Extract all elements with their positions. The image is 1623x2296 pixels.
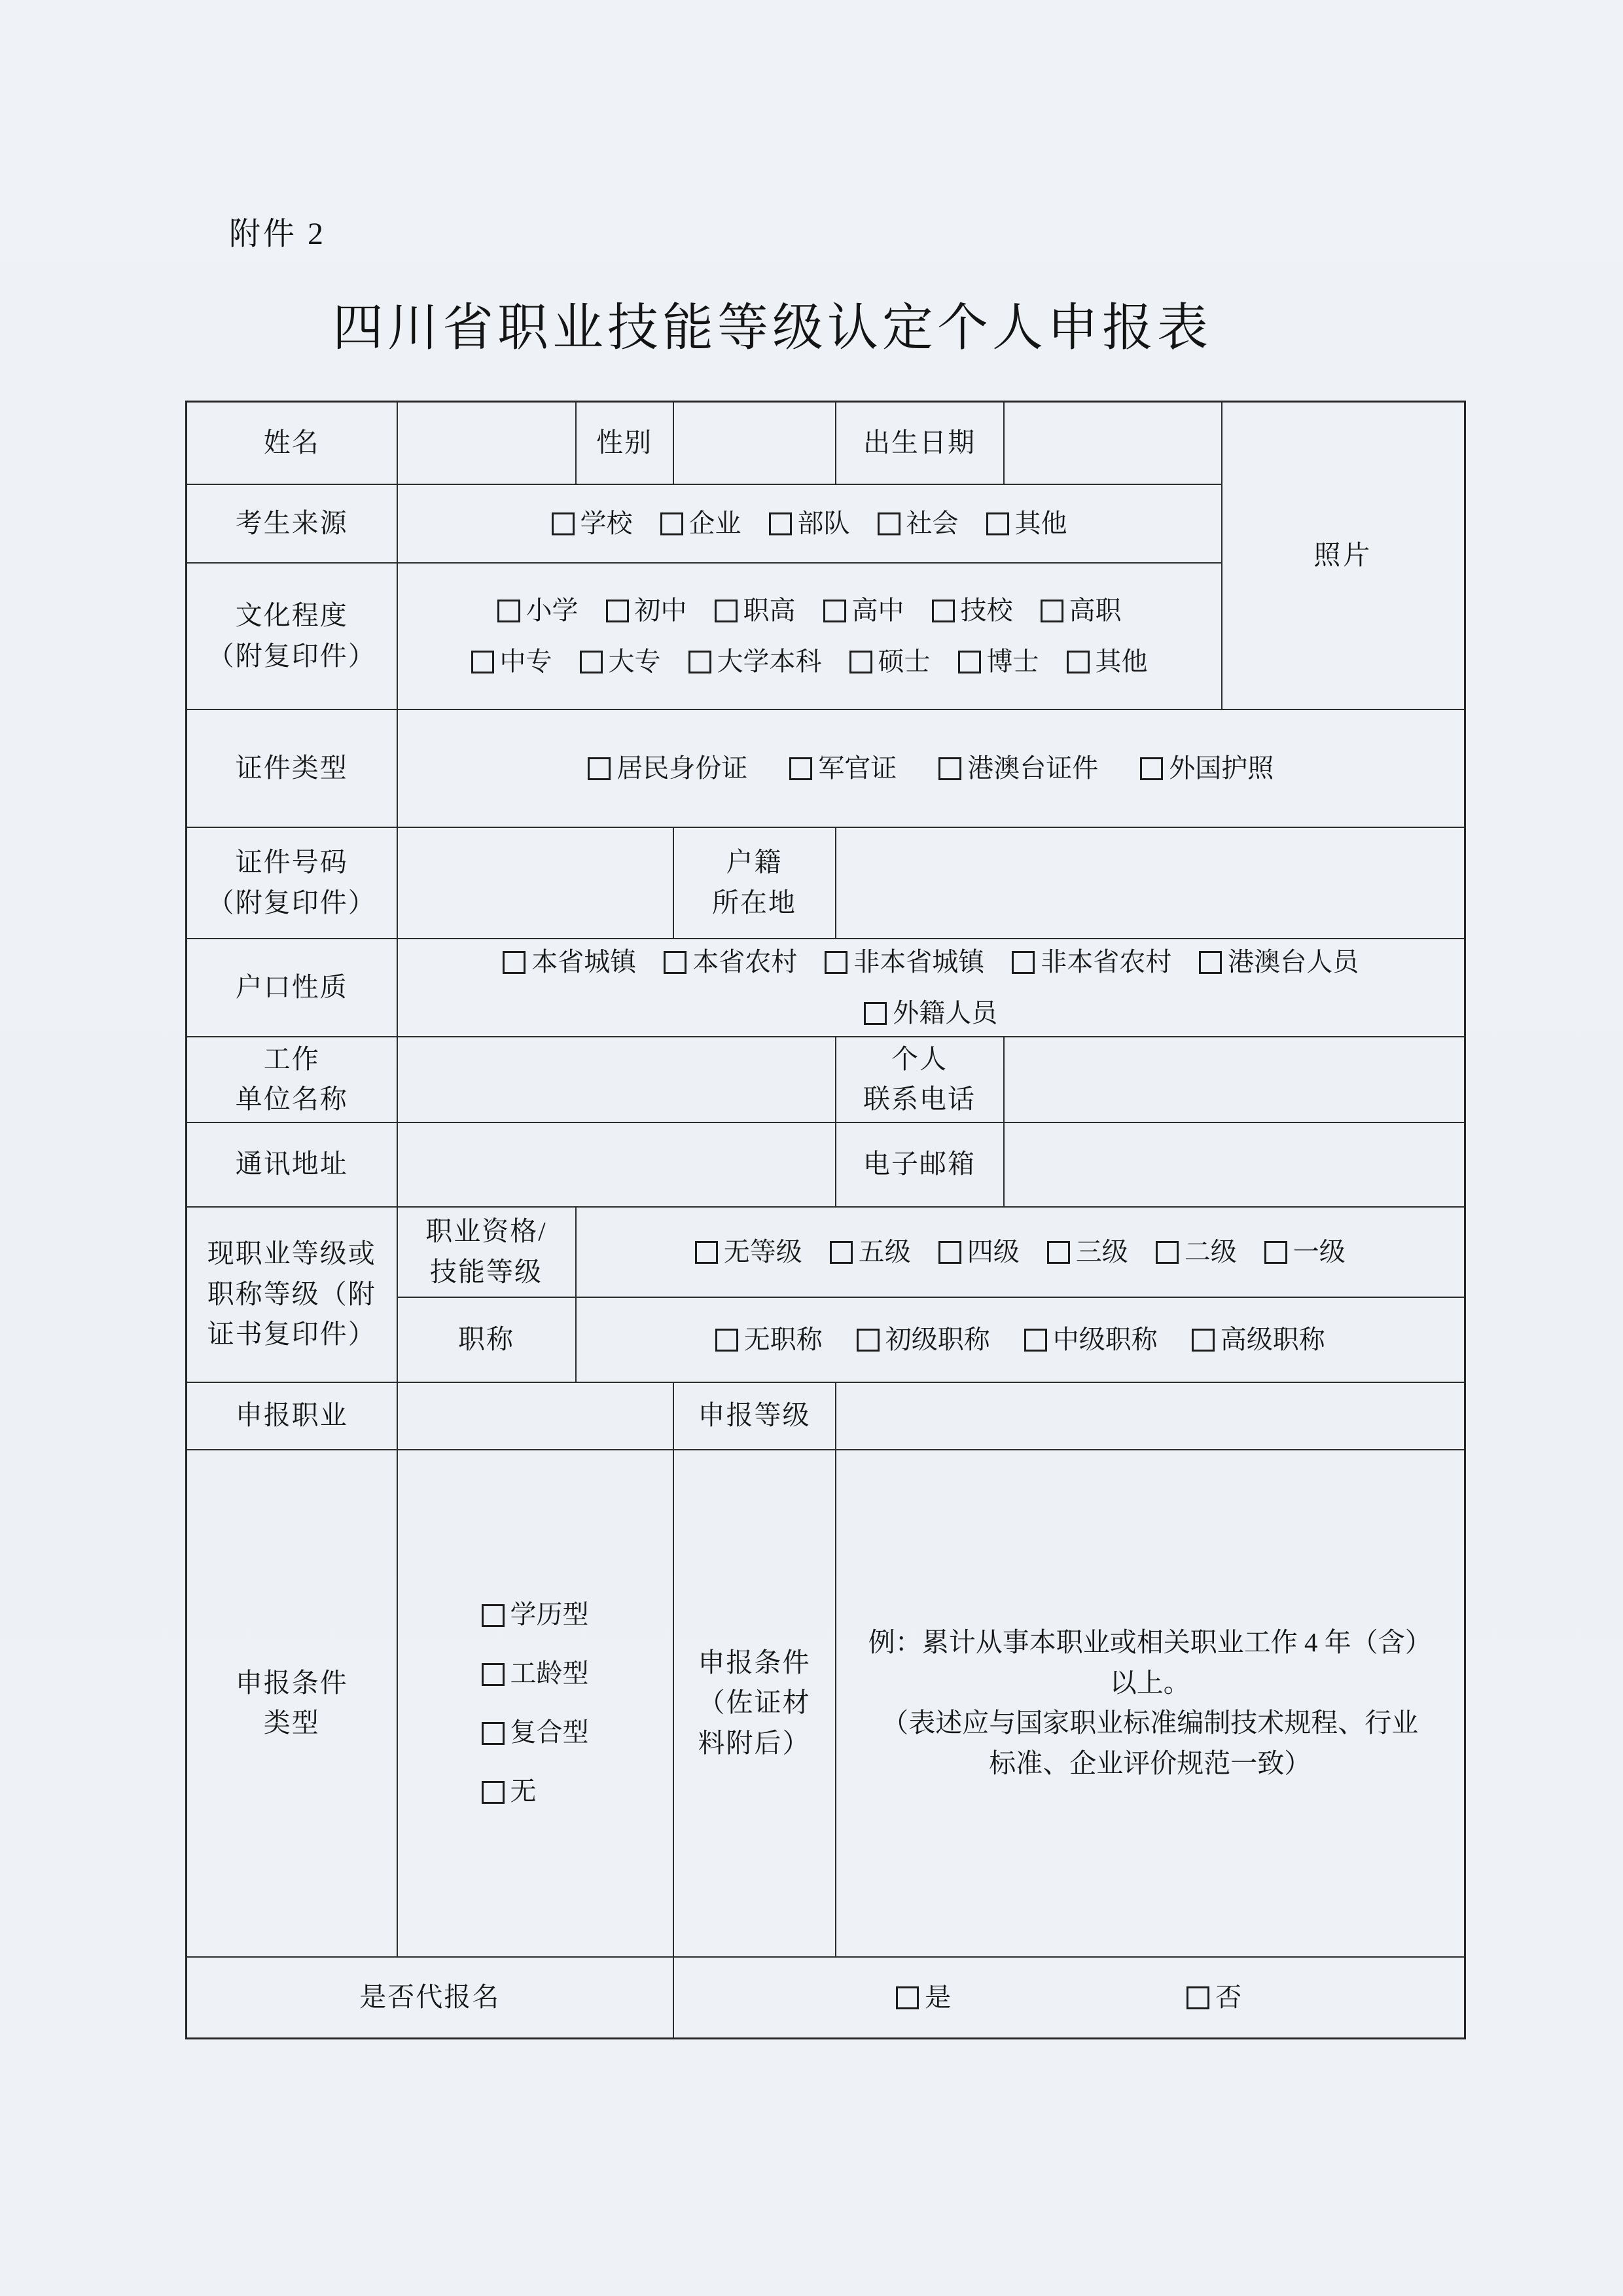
text-line: 联系电话	[863, 1084, 976, 1114]
checkbox-label: 否	[1215, 1982, 1242, 2012]
text-line: 职称等级（附	[207, 1278, 376, 1309]
attachment-number: 附件 2	[229, 217, 327, 251]
checkbox-option	[1186, 1978, 1241, 2017]
checkbox-icon[interactable]	[1192, 1329, 1215, 1352]
checkbox-option	[789, 749, 897, 788]
text-line: 户籍	[726, 847, 783, 877]
checkbox-icon[interactable]	[857, 1329, 880, 1352]
checkbox-icon[interactable]	[715, 600, 738, 622]
checkbox-icon[interactable]	[580, 651, 603, 673]
apply-level-label: 申报等级	[673, 1382, 836, 1450]
checkbox-label: 一级	[1293, 1236, 1346, 1266]
checkbox-label: 港澳台人员	[1228, 946, 1359, 977]
page-title: 四川省职业技能等级认定个人申报表	[332, 299, 1212, 356]
text-line: （表述应与国家职业标准编制技术规程、行业	[882, 1708, 1419, 1738]
text-line: 证件号码	[235, 847, 348, 877]
text-line: 个人	[891, 1043, 948, 1074]
checkbox-option	[482, 1654, 589, 1693]
checkbox-icon[interactable]	[896, 1986, 919, 2009]
checkbox-label: 初中	[634, 595, 687, 625]
checkbox-label: 无等级	[723, 1236, 802, 1266]
checkbox-option	[849, 642, 931, 681]
professional-title-label: 职称	[397, 1297, 576, 1382]
checkbox-label: 部队	[797, 508, 850, 538]
checkbox-label: 军官证	[818, 753, 897, 783]
checkbox-option	[958, 642, 1039, 681]
checkbox-option	[864, 994, 997, 1033]
checkbox-label: 博士	[986, 646, 1039, 676]
checkbox-icon[interactable]	[878, 512, 901, 535]
checkbox-option	[938, 1232, 1020, 1272]
personal-phone-label	[836, 1037, 1004, 1122]
text-line: 工作	[263, 1043, 320, 1074]
checkbox-label: 三级	[1075, 1236, 1128, 1266]
checkbox-label: 高级职称	[1220, 1324, 1325, 1354]
checkbox-label: 港澳台证件	[967, 753, 1099, 783]
email-label: 电子邮箱	[836, 1122, 1004, 1207]
checkbox-label: 四级	[967, 1236, 1020, 1266]
checkbox-option	[664, 942, 797, 982]
checkbox-label: 其他	[1095, 646, 1148, 676]
hukou-type-label: 户口性质	[187, 939, 397, 1037]
checkbox-label: 居民身份证	[616, 753, 748, 783]
text-line: 证书复印件）	[207, 1319, 376, 1350]
proxy-registration-options	[674, 1978, 1465, 2017]
checkbox-option	[1264, 1232, 1346, 1272]
text-line: 申报条件	[235, 1667, 348, 1698]
text-line: 单位名称	[235, 1084, 348, 1114]
checkbox-label: 是	[925, 1982, 952, 2012]
checkbox-option	[878, 504, 959, 543]
checkbox-option	[1199, 942, 1359, 982]
professional-title-options-cell	[576, 1297, 1465, 1382]
checkbox-option	[497, 591, 579, 630]
gender-value-cell[interactable]	[673, 402, 836, 484]
checkbox-label: 企业	[688, 508, 741, 538]
checkbox-icon[interactable]	[986, 512, 1009, 535]
checkbox-label: 硕士	[878, 646, 931, 676]
hukou-place-label	[673, 827, 836, 939]
education-label	[187, 563, 397, 709]
checkbox-label: 无	[510, 1776, 537, 1806]
checkbox-icon[interactable]	[497, 600, 520, 622]
checkbox-option	[482, 1772, 537, 1811]
checkbox-label: 非本省城镇	[853, 946, 985, 977]
apply-occupation-value-cell[interactable]	[397, 1382, 673, 1450]
checkbox-icon[interactable]	[552, 512, 575, 535]
mailing-address-value-cell[interactable]	[397, 1122, 836, 1207]
checkbox-option	[1012, 942, 1171, 982]
id-type-label: 证件类型	[187, 709, 397, 827]
checkbox-option	[1047, 1232, 1128, 1272]
apply-occupation-label: 申报职业	[187, 1382, 397, 1450]
checkbox-option	[695, 1232, 802, 1272]
checkbox-icon[interactable]	[606, 600, 629, 622]
checkbox-icon[interactable]	[932, 600, 955, 622]
checkbox-option	[823, 591, 904, 630]
email-value-cell[interactable]	[1004, 1122, 1465, 1207]
text-line: （附复印件）	[207, 887, 376, 918]
checkbox-icon[interactable]	[1067, 651, 1090, 673]
proxy-registration-label: 是否代报名	[187, 1957, 673, 2039]
skill-level-options	[577, 1232, 1465, 1272]
checkbox-option	[769, 504, 850, 543]
checkbox-label: 初级职称	[885, 1324, 990, 1354]
checkbox-icon[interactable]	[1024, 1329, 1047, 1352]
checkbox-icon[interactable]	[849, 651, 872, 673]
text-line: 例：累计从事本职业或相关职业工作 4 年（含）	[868, 1627, 1432, 1657]
checkbox-option	[688, 642, 822, 681]
checkbox-label: 大学本科	[717, 646, 822, 676]
checkbox-option	[1067, 642, 1148, 681]
checkbox-option	[471, 642, 552, 681]
checkbox-label: 学校	[580, 508, 633, 538]
skill-level-label	[397, 1207, 576, 1297]
text-line: 技能等级	[430, 1256, 543, 1287]
checkbox-icon[interactable]	[938, 1241, 961, 1264]
checkbox-label: 本省城镇	[531, 946, 637, 977]
checkbox-label: 本省农村	[692, 946, 798, 977]
text-line: 现职业等级或	[207, 1238, 376, 1269]
id-number-value-cell[interactable]	[397, 827, 673, 939]
condition-type-label	[187, 1450, 397, 1957]
checkbox-label: 中专	[499, 646, 552, 676]
hukou-type-options-line1	[398, 942, 1465, 982]
condition-label	[673, 1450, 836, 1957]
checkbox-icon[interactable]	[482, 1663, 505, 1686]
checkbox-icon[interactable]	[830, 1241, 853, 1264]
checkbox-label: 大专	[608, 646, 661, 676]
text-line: （附复印件）	[207, 640, 376, 671]
skill-level-options-cell	[576, 1207, 1465, 1297]
application-form-table	[185, 401, 1466, 2039]
checkbox-icon[interactable]	[864, 1002, 887, 1025]
education-options-line1	[398, 591, 1221, 630]
checkbox-label: 小学	[526, 595, 579, 625]
checkbox-label: 无职称	[743, 1324, 823, 1354]
candidate-source-options-cell	[397, 484, 1222, 563]
checkbox-label: 其他	[1014, 508, 1067, 538]
education-options-line2	[398, 642, 1221, 681]
checkbox-icon[interactable]	[1186, 1986, 1209, 2009]
checkbox-icon[interactable]	[482, 1781, 505, 1804]
checkbox-icon[interactable]	[695, 1241, 718, 1264]
employer-label	[187, 1037, 397, 1122]
name-label: 姓名	[187, 402, 397, 484]
checkbox-option	[1192, 1320, 1325, 1359]
personal-phone-value-cell[interactable]	[1004, 1037, 1465, 1122]
checkbox-icon[interactable]	[482, 1722, 505, 1745]
checkbox-icon[interactable]	[664, 951, 687, 974]
checkbox-icon[interactable]	[958, 651, 981, 673]
checkbox-option	[1140, 749, 1274, 788]
checkbox-label: 二级	[1184, 1236, 1237, 1266]
checkbox-icon[interactable]	[1041, 600, 1063, 622]
checkbox-option	[830, 1232, 911, 1272]
checkbox-option	[552, 504, 633, 543]
checkbox-option	[986, 504, 1067, 543]
checkbox-label: 高中	[851, 595, 904, 625]
birth-date-label: 出生日期	[836, 402, 1004, 484]
checkbox-label: 职高	[743, 595, 796, 625]
name-value-cell[interactable]	[397, 402, 576, 484]
id-number-label	[187, 827, 397, 939]
checkbox-icon[interactable]	[471, 651, 494, 673]
checkbox-option	[660, 504, 741, 543]
checkbox-option	[588, 749, 747, 788]
checkbox-option	[1024, 1320, 1158, 1359]
apply-level-value-cell[interactable]	[836, 1382, 1465, 1450]
checkbox-label: 中级职称	[1052, 1324, 1158, 1354]
checkbox-option	[825, 942, 984, 982]
checkbox-icon[interactable]	[1156, 1241, 1179, 1264]
checkbox-option	[715, 1320, 823, 1359]
checkbox-label: 五级	[858, 1236, 911, 1266]
checkbox-option	[932, 591, 1013, 630]
text-line: 料附后）	[698, 1727, 811, 1758]
checkbox-icon[interactable]	[1012, 951, 1035, 974]
checkbox-icon[interactable]	[823, 600, 846, 622]
checkbox-option	[482, 1713, 589, 1752]
checkbox-icon[interactable]	[503, 951, 526, 974]
proxy-registration-options-cell	[673, 1957, 1465, 2039]
checkbox-option	[606, 591, 687, 630]
text-line: 类型	[263, 1708, 320, 1738]
hukou-type-options-cell	[397, 939, 1465, 1037]
id-type-options	[398, 749, 1465, 788]
checkbox-option	[580, 642, 661, 681]
checkbox-icon[interactable]	[825, 951, 847, 974]
education-options-cell	[397, 563, 1222, 709]
condition-type-options	[482, 1595, 589, 1811]
checkbox-icon[interactable]	[1140, 757, 1163, 780]
checkbox-label: 外籍人员	[893, 997, 998, 1028]
text-line: 标准、企业评价规范一致）	[989, 1748, 1311, 1778]
hukou-place-value-cell[interactable]	[836, 827, 1465, 939]
checkbox-icon[interactable]	[660, 512, 683, 535]
text-line: 文化程度	[235, 600, 348, 630]
checkbox-option	[1156, 1232, 1237, 1272]
checkbox-option	[482, 1595, 589, 1634]
checkbox-option	[938, 749, 1098, 788]
checkbox-icon[interactable]	[1199, 951, 1222, 974]
checkbox-icon[interactable]	[588, 757, 611, 780]
checkbox-label: 非本省农村	[1041, 946, 1172, 977]
condition-type-options-cell	[397, 1450, 673, 1957]
gender-label: 性别	[576, 402, 673, 484]
checkbox-label: 社会	[906, 508, 959, 538]
condition-example-text	[836, 1450, 1465, 1957]
hukou-type-options-line2	[398, 994, 1465, 1033]
text-line: 所在地	[712, 887, 796, 918]
text-line: 职业资格/	[425, 1216, 547, 1246]
checkbox-label: 学历型	[510, 1600, 589, 1629]
checkbox-label: 技校	[960, 595, 1013, 625]
checkbox-icon[interactable]	[938, 757, 961, 780]
checkbox-icon[interactable]	[688, 651, 711, 673]
checkbox-icon[interactable]	[769, 512, 792, 535]
checkbox-label: 工龄型	[510, 1659, 589, 1688]
checkbox-icon[interactable]	[715, 1329, 738, 1352]
text-line: （佐证材	[698, 1687, 811, 1718]
text-line: 以上。	[1109, 1667, 1190, 1698]
employer-value-cell[interactable]	[397, 1037, 836, 1122]
checkbox-icon[interactable]	[482, 1604, 505, 1627]
candidate-source-options	[398, 504, 1221, 543]
checkbox-option	[896, 1978, 951, 2017]
checkbox-label: 外国护照	[1169, 753, 1274, 783]
checkbox-option	[503, 942, 636, 982]
text-line: 申报条件	[698, 1647, 811, 1677]
birth-date-value-cell[interactable]	[1004, 402, 1222, 484]
checkbox-icon[interactable]	[789, 757, 812, 780]
checkbox-label: 复合型	[510, 1717, 589, 1747]
mailing-address-label: 通讯地址	[187, 1122, 397, 1207]
id-type-options-cell	[397, 709, 1465, 827]
photo-box: 照片	[1222, 402, 1465, 709]
candidate-source-label: 考生来源	[187, 484, 397, 563]
checkbox-option	[1041, 591, 1122, 630]
professional-title-options	[577, 1320, 1465, 1359]
checkbox-icon[interactable]	[1264, 1241, 1287, 1264]
checkbox-option	[715, 591, 796, 630]
checkbox-option	[857, 1320, 990, 1359]
current-level-label	[187, 1207, 397, 1382]
checkbox-icon[interactable]	[1047, 1241, 1070, 1264]
checkbox-label: 高职	[1069, 595, 1122, 625]
